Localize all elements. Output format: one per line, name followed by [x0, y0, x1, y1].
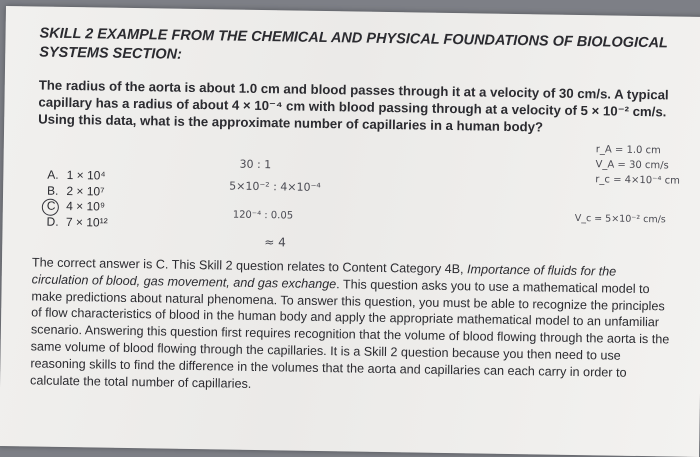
choice-value: 1 × 10⁴ — [66, 167, 106, 183]
section-heading: SKILL 2 EXAMPLE FROM THE CHEMICAL AND PHYSICAL FOUNDATIONS OF BIOLOGICAL SYSTEMS SECTION: — [39, 25, 668, 63]
choice-letter: A. — [47, 167, 59, 182]
question-text: The radius of the aorta is about 1.0 cm and blood passes through it at a velocity of 30 cm/s. A typical capillary has a radius of about 4 × 10⁻⁴ cm with blood passing through at a velocity of 5 × 10⁻² cm/s. Using this data, what is the approximate number of capillaries in a human body? — [38, 77, 669, 135]
handwritten-ratio: 30 : 1 — [239, 157, 272, 172]
answer-explanation — [30, 254, 672, 398]
choice-value: 2 × 10⁷ — [66, 183, 105, 199]
answer-intro: The correct answer is C. This Skill 2 question relates to Content Category 4B, — [31, 255, 468, 277]
handwritten-note: V_A = 30 cm/s — [595, 159, 669, 172]
choice-letter: C — [46, 198, 56, 213]
choice-value: 4 × 10⁹ — [66, 198, 106, 214]
choice-letter: D. — [46, 214, 59, 229]
handwritten-result: ≈ 4 — [264, 235, 286, 250]
textbook-page — [0, 6, 700, 457]
handwritten-note: V_c = 5×10⁻² cm/s — [574, 212, 666, 226]
content-category-title: Importance of fluids for the circulation of blood, gas movement, and gas exchange — [31, 262, 617, 292]
handwritten-calculation: 120⁻⁴ : 0.05 — [232, 209, 294, 222]
handwritten-note: r_A = 1.0 cm — [595, 144, 661, 157]
handwritten-calculation: 5×10⁻² : 4×10⁻⁴ — [229, 179, 321, 194]
choice-letter: B. — [47, 183, 59, 198]
choice-value: 7 × 10¹² — [65, 214, 108, 230]
handwritten-note: r_c = 4×10⁻⁴ cm — [595, 174, 680, 187]
answer-body: . This question asks you to use a mathematical model to make predictions about natural phenomena. To answer this question, you must be able to recognize the principles of flow characteristics of blood in the human body and apply the appropriate mathematical model to an unfamiliar scenario. Answering this question first requires recognition that the volume of blood flowing through the aorta is the same volume of blood flowing through the capillaries. It is a Skill 2 question because you then need to use reasoning skills to find the difference in the volumes that the aorta and capillaries can each carry in order to calculate the total number of capillaries. — [30, 277, 670, 391]
